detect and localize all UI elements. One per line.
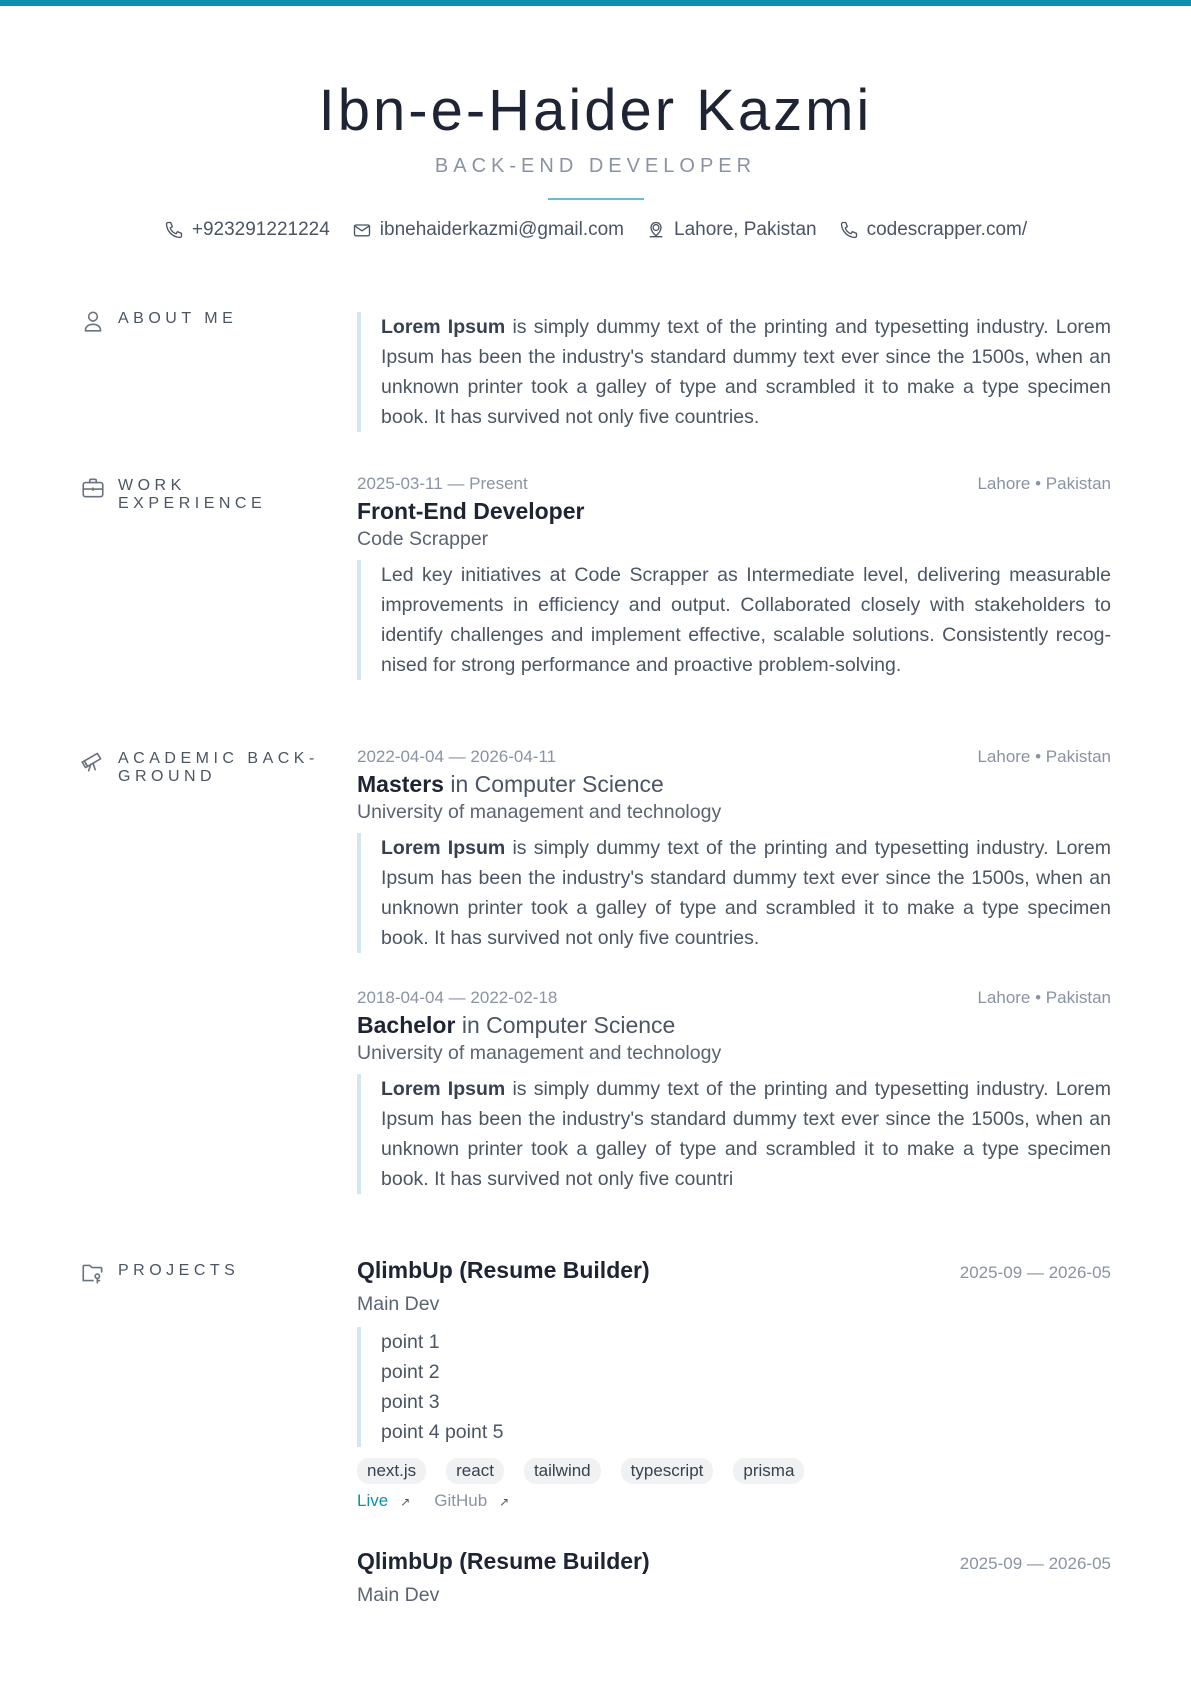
telescope-icon	[80, 748, 106, 774]
mail-icon	[352, 220, 372, 240]
education-degree-line	[357, 770, 1111, 798]
tag-chip: next.js	[357, 1458, 426, 1484]
education-description	[357, 833, 1111, 953]
education-entry-bachelor	[357, 987, 1111, 1194]
contact-list	[0, 216, 1191, 244]
about-content	[357, 312, 1111, 432]
github-link[interactable]	[434, 1490, 509, 1513]
briefcase-icon	[80, 475, 106, 501]
work-dates: 2025-03-11 — Present	[357, 474, 528, 493]
phone-icon	[839, 220, 859, 240]
live-link[interactable]	[357, 1490, 410, 1513]
github-link-label: GitHub	[434, 1491, 488, 1510]
resume-header	[0, 74, 1191, 244]
contact-phone-text: +923291221224	[191, 219, 330, 240]
work-company: Code Scrapper	[357, 528, 489, 550]
education-entry-masters	[357, 746, 1111, 953]
candidate-role: BACK-END DEVELOPER	[434, 155, 757, 177]
contact-website-text: codescrapper.com/	[866, 219, 1028, 240]
work-entry	[357, 473, 1111, 680]
section-about-title: ABOUT ME	[118, 310, 238, 327]
project-tags	[357, 1458, 1111, 1484]
project-point: point 4 point 5	[381, 1421, 504, 1443]
folder-icon	[80, 1260, 106, 1286]
project-dates: 2025-09 — 2026-05	[959, 1554, 1111, 1573]
project-point: point 3	[381, 1391, 440, 1413]
contact-location-text: Lahore, Pakistan	[674, 219, 817, 240]
tag-chip: prisma	[733, 1458, 804, 1484]
education-field: in Computer Science	[455, 1012, 676, 1038]
education-degree-line	[357, 1011, 1111, 1039]
project-links	[357, 1490, 1111, 1513]
education-location: Lahore • Pakistan	[977, 747, 1111, 766]
tag-chip: react	[446, 1458, 504, 1484]
education-desc-body: is simply dummy text of the printing and typesetting industry. Lorem Ipsum has been the industry's standard dummy text ever since the 1500s, when an unknown printer took a galley of type and scrambled it to make a type specimen book. It has survived not only five countri	[381, 1078, 1112, 1190]
section-work-title: WORK EXPERIENCE	[118, 477, 267, 512]
work-description: Led key initiatives at Code Scrapper as Intermediate level, delivering measurable improvements in efficiency and output. Collaborated closely with stakeholders to identify challenges and implement effective, scalable solutions. Consistently recog-nised for strong performance and proactive problem-solving.	[357, 560, 1111, 680]
phone-icon	[164, 220, 184, 240]
project-role: Main Dev	[357, 1584, 440, 1606]
section-projects-heading	[80, 1262, 328, 1286]
education-description	[357, 1074, 1111, 1194]
education-school: University of management and technology	[357, 801, 722, 823]
education-desc-bold: Lorem Ipsum	[381, 837, 506, 859]
tag-chip: tailwind	[524, 1458, 601, 1484]
education-degree: Bachelor	[357, 1012, 456, 1038]
project-dates: 2025-09 — 2026-05	[959, 1263, 1111, 1282]
project-entry	[357, 1255, 1111, 1513]
tag-chip: typescript	[621, 1458, 714, 1484]
section-education-heading	[80, 750, 328, 786]
contact-phone[interactable]	[164, 216, 330, 244]
project-name: QlimbUp (Resume Builder)	[357, 1257, 650, 1283]
project-entry	[357, 1546, 1111, 1608]
section-education-title: ACADEMIC BACK-GROUND	[118, 750, 319, 785]
contact-email-text: ibnehaiderkazmi@gmail.com	[379, 219, 624, 240]
about-text	[357, 312, 1111, 432]
education-desc-body: is simply dummy text of the printing and typesetting industry. Lorem Ipsum has been the industry's standard dummy text ever since the 1500s, when an unknown printer took a galley of type and scrambled it to make a type specimen book. It has survived not only five countries.	[381, 837, 1112, 949]
work-location: Lahore • Pakistan	[977, 474, 1111, 493]
education-location: Lahore • Pakistan	[977, 988, 1111, 1007]
education-field: in Computer Science	[443, 771, 664, 797]
section-about-heading	[80, 310, 328, 334]
education-desc-bold: Lorem Ipsum	[381, 1078, 506, 1100]
education-dates: 2018-04-04 — 2022-02-18	[357, 988, 558, 1007]
external-link-icon: ↗	[400, 1495, 411, 1509]
external-link-icon: ↗	[499, 1495, 510, 1509]
education-dates: 2022-04-04 — 2026-04-11	[357, 747, 557, 766]
project-point: point 2	[381, 1361, 440, 1383]
section-work-heading	[80, 477, 328, 513]
live-link-label: Live	[357, 1491, 389, 1510]
project-name: QlimbUp (Resume Builder)	[357, 1548, 650, 1574]
user-icon	[80, 308, 106, 334]
education-school: University of management and technology	[357, 1042, 722, 1064]
about-bold: Lorem Ipsum	[381, 316, 506, 338]
about-body: is simply dummy text of the printing and typesetting industry. Lorem Ipsum has been the industry's standard dummy text ever since the 1500s, when an unknown printer took a galley of type and scrambled it to make a type specimen book. It has survived not only five countries.	[381, 316, 1112, 428]
project-role: Main Dev	[357, 1293, 440, 1315]
contact-website[interactable]	[839, 216, 1028, 244]
project-point: point 1	[381, 1331, 440, 1353]
header-divider	[548, 198, 644, 200]
contact-location	[646, 216, 817, 244]
top-accent-bar	[0, 0, 1191, 6]
work-position: Front-End Developer	[357, 498, 585, 524]
candidate-name: Ibn-e-Haider Kazmi	[318, 78, 873, 143]
education-degree: Masters	[357, 771, 444, 797]
contact-email[interactable]	[352, 216, 624, 244]
project-points	[357, 1327, 1111, 1447]
section-projects-title: PROJECTS	[118, 1262, 240, 1279]
location-icon	[646, 220, 666, 240]
